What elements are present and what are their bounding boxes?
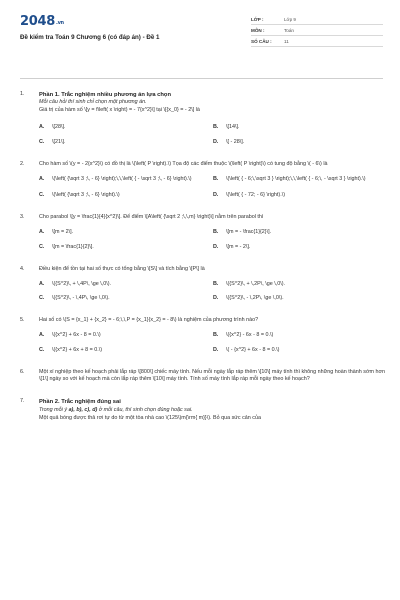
- answer-option-d[interactable]: [213, 139, 387, 147]
- question-6: [20, 369, 385, 385]
- question-number: 7.: [20, 398, 25, 405]
- question-text: Một xí nghiệp theo kế hoạch phải lắp ráp \[800\] chiếc máy tính. Nếu mỗi ngày lắp ráp thêm \[10\] máy tính thì không những hoàn thành sớm hơn \[1\] ngày so với kế hoạch mà còn lắp ráp thêm \[10\] máy tính. Tính số máy tính lắp ráp mỗi ngày theo kế hoạch?: [39, 368, 386, 383]
- meta-value: Lớp 9: [284, 16, 296, 22]
- question-list: [20, 91, 385, 422]
- instruction-suffix: ở mỗi câu, thí sinh chọn đúng hoặc sai.: [97, 406, 193, 413]
- option-letter: A.: [39, 229, 45, 236]
- question-3: [20, 214, 385, 251]
- option-text: \(\left( { - 6;\,\sqrt 3 } \right);\,\,\left( { - 6;\, - \sqrt 3 } \right).\): [226, 175, 366, 182]
- question-number: 1.: [20, 91, 25, 97]
- section-instruction: Mỗi câu hỏi thí sinh chỉ chọn một phương án.: [39, 99, 147, 106]
- question-text: Giá trị của hàm số \[y = f\left( x \right) = - 7{x^2}\] tại \[{x_0} = - 2\] là: [39, 107, 200, 114]
- option-letter: D.: [213, 243, 219, 250]
- option-text: \({x^2} + 6x + 8 = 0.\): [52, 346, 103, 353]
- answer-option-a[interactable]: [39, 176, 213, 184]
- option-letter: D.: [213, 295, 219, 302]
- option-letter: A.: [39, 175, 45, 182]
- option-text: \({x^2} - 6x - 8 = 0.\): [226, 331, 274, 338]
- option-text: \(\left( { - 72; - 6} \right).\): [226, 192, 286, 199]
- answer-option-c[interactable]: [39, 347, 213, 355]
- option-letter: A.: [39, 331, 45, 338]
- meta-label: MÔN :: [251, 27, 265, 33]
- option-text: \(\left( {\sqrt 3 ;\, - 6} \right);\,\,\left( { - \sqrt 3 ;\, - 6} \right).\): [52, 175, 192, 182]
- answer-options: [39, 124, 385, 147]
- option-letter: D.: [213, 138, 219, 145]
- question-2: [20, 161, 385, 200]
- site-logo[interactable]: [20, 14, 64, 29]
- answer-options: [39, 176, 385, 201]
- option-letter: C.: [39, 243, 45, 250]
- answer-option-c[interactable]: [39, 192, 213, 200]
- answer-option-b[interactable]: [213, 281, 387, 289]
- option-text: \({S^2}\, - \,2P\, \ge \,0\).: [226, 295, 284, 302]
- option-text: \[m = - \frac{1}{2}\].: [226, 229, 272, 236]
- option-letter: B.: [213, 331, 219, 338]
- option-letter: C.: [39, 192, 45, 199]
- option-text: \[m = - 2\].: [226, 243, 251, 250]
- option-letter: B.: [213, 229, 219, 236]
- option-letter: C.: [39, 346, 45, 353]
- option-text: \[21\].: [52, 138, 66, 145]
- question-number: 3.: [20, 214, 25, 221]
- option-letter: A.: [39, 124, 45, 131]
- option-text: \[ - 28\].: [226, 138, 245, 145]
- answer-option-d[interactable]: [213, 295, 387, 303]
- logo-suffix: .vn: [55, 20, 64, 26]
- instruction-prefix: Trong mỗi ý: [39, 406, 69, 413]
- question-number: 4.: [20, 265, 25, 272]
- option-text: \[14\].: [226, 124, 240, 131]
- answer-option-b[interactable]: [213, 332, 387, 340]
- option-letter: B.: [213, 280, 219, 287]
- option-letter: B.: [213, 175, 219, 182]
- option-text: \[m = 2\].: [52, 229, 74, 236]
- meta-row-class: [251, 14, 383, 25]
- exam-title: Đề kiểm tra Toán 9 Chương 6 (có đáp án) - Đề 1: [20, 34, 160, 41]
- option-letter: D.: [213, 346, 219, 353]
- answer-option-d[interactable]: [213, 244, 387, 252]
- answer-option-a[interactable]: [39, 332, 213, 340]
- answer-option-d[interactable]: [213, 192, 387, 200]
- question-4: [20, 266, 385, 303]
- section-title: Phần 2. Trắc nghiệm đúng sai: [39, 399, 121, 406]
- question-text: Điều kiện để tồn tại hai số thực có tổng bằng \[S\] và tích bằng \[P\] là: [39, 265, 205, 272]
- answer-option-d[interactable]: [213, 347, 387, 355]
- answer-options: [39, 281, 385, 304]
- option-text: \({S^2}\, - \,4P\, \ge \,0\).: [52, 295, 110, 302]
- answer-option-a[interactable]: [39, 124, 213, 132]
- answer-options: [39, 229, 385, 252]
- instruction-items: a), b), c), d): [68, 406, 98, 413]
- question-text: Một quả bóng được thả rơi tự do từ một tòa nhà cao \(125\)m{\rm{ m}}\). Bỏ qua sức cản của: [39, 414, 261, 421]
- question-text: Cho hàm số \(y = - 2{x^2}\) có đồ thị là \(\left( P \right).\) Tọa độ các điểm thuộc \(\left( P \right)\) có tung độ bằng \( - 6\) là: [39, 160, 328, 167]
- answer-option-c[interactable]: [39, 244, 213, 252]
- answer-option-c[interactable]: [39, 295, 213, 303]
- option-text: \({S^2}\, + \,4P\, \ge \,0\).: [52, 280, 112, 287]
- option-text: \(\left( {\sqrt 3 ;\, - 6} \right).\): [52, 192, 120, 199]
- answer-option-b[interactable]: [213, 229, 387, 237]
- answer-option-a[interactable]: [39, 281, 213, 289]
- question-5: [20, 317, 385, 354]
- question-text: Hai số có \(S = {x_1} + {x_2} = - 6;\,\,P = {x_1}{x_2} = - 8\) là nghiệm của phương trình nào?: [39, 317, 259, 324]
- logo-text: 2048: [20, 14, 55, 29]
- question-1: [20, 91, 385, 147]
- question-text: Cho parabol \[y = \frac{1}{4}{x^2}\]. Để điểm \[A\left( {\sqrt 2 ;\,\,m} \right)\] nằm trên parabol thì: [39, 214, 264, 221]
- option-letter: C.: [39, 138, 45, 145]
- answer-options: [39, 332, 385, 355]
- meta-value: Toán: [284, 27, 294, 33]
- option-letter: C.: [39, 295, 45, 302]
- page-header: [0, 0, 400, 60]
- meta-row-subject: [251, 25, 383, 36]
- meta-label: SỐ CÂU :: [251, 38, 272, 44]
- option-text: \[m = \frac{1}{2}\].: [52, 243, 94, 250]
- option-letter: D.: [213, 192, 219, 199]
- option-letter: B.: [213, 124, 219, 131]
- answer-option-c[interactable]: [39, 139, 213, 147]
- answer-option-b[interactable]: [213, 176, 387, 184]
- option-text: \( - {x^2} + 6x - 8 = 0.\): [226, 346, 280, 353]
- exam-meta-table: [251, 14, 383, 47]
- answer-option-b[interactable]: [213, 124, 387, 132]
- option-letter: A.: [39, 280, 45, 287]
- meta-label: LỚP :: [251, 16, 264, 22]
- answer-option-a[interactable]: [39, 229, 213, 237]
- question-number: 2.: [20, 160, 25, 167]
- question-number: 5.: [20, 317, 25, 324]
- option-text: \[28\].: [52, 124, 66, 131]
- question-7: [20, 398, 385, 422]
- meta-value: 11: [284, 38, 289, 44]
- section-instruction: [39, 407, 385, 415]
- question-number: 6.: [20, 368, 25, 375]
- meta-row-question-count: [251, 36, 383, 47]
- header-divider: [20, 78, 383, 79]
- option-text: \({S^2}\, + \,2P\, \ge \,0\).: [226, 280, 286, 287]
- option-text: \({x^2} + 6x - 8 = 0.\): [52, 331, 101, 338]
- section-title: Phần 1. Trắc nghiệm nhiều phương án lựa chọn: [39, 92, 172, 98]
